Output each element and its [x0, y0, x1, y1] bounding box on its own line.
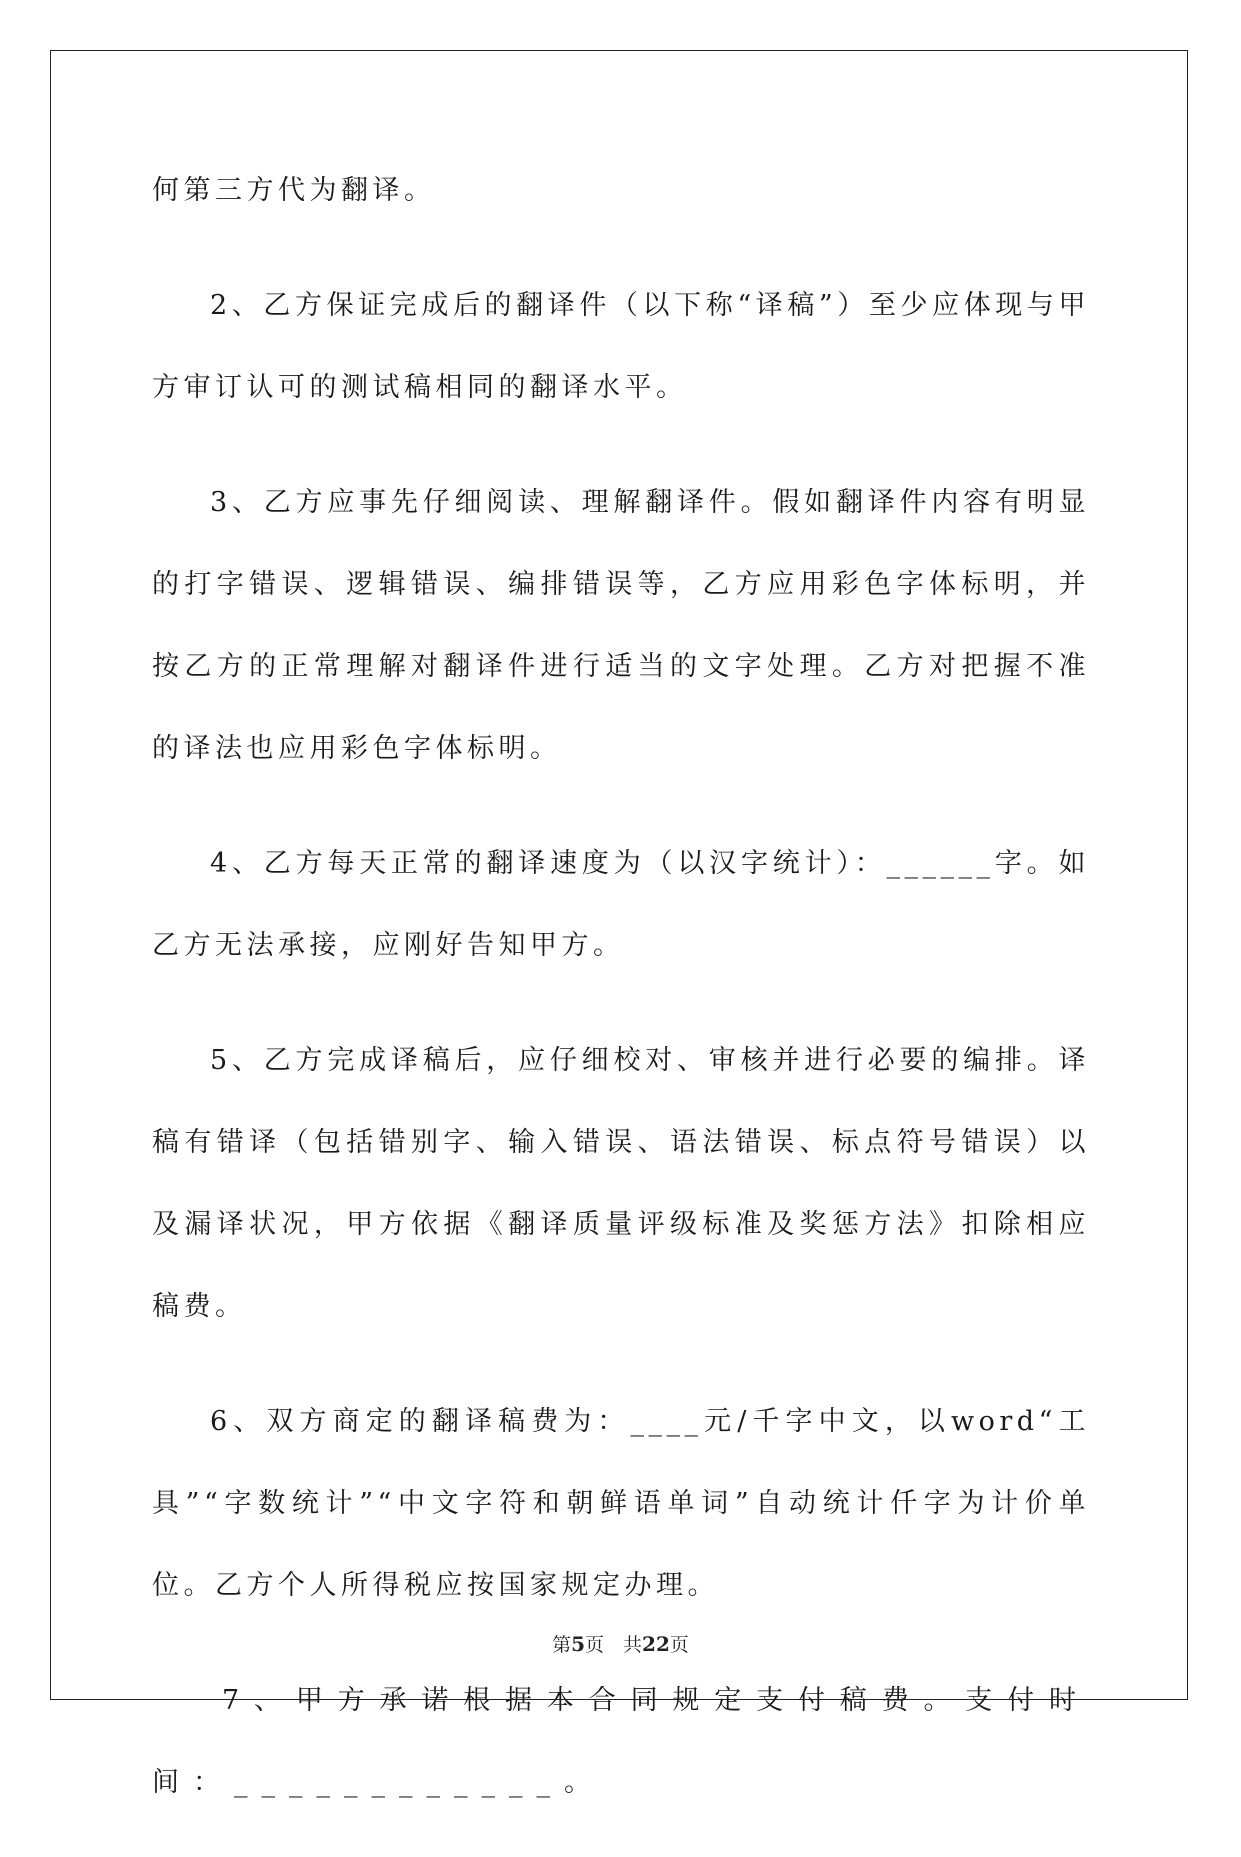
clause-3-paragraph: 3、乙方应事先仔细阅读、理解翻译件。假如翻译件内容有明显的打字错误、逻辑错误、编排错误等，乙方应用彩色字体标明，并按乙方的正常理解对翻译件进行适当的文字处理。乙方对把握不准的译法也应用彩色字体标明。	[152, 487, 1090, 764]
footer-total-pages: 22	[642, 1632, 670, 1656]
paragraph-continuation: 何第三方代为翻译。	[152, 175, 436, 206]
footer-page-mid: 页 共	[585, 1634, 643, 1656]
footer-page-suffix: 页	[669, 1634, 689, 1656]
clause-5-paragraph: 5、乙方完成译稿后，应仔细校对、审核并进行必要的编排。译稿有错译（包括错别字、输入错误、语法错误、标点符号错误）以及漏译状况，甲方依据《翻译质量评级标准及奖惩方法》扣除相应稿费。	[152, 1045, 1090, 1322]
clause-4-paragraph: 4、乙方每天正常的翻译速度为（以汉字统计）：______字。如乙方无法承接，应刚好告知甲方。	[152, 848, 1090, 961]
footer-page-prefix: 第	[552, 1634, 572, 1656]
clause-2-paragraph: 2、乙方保证完成后的翻译件（以下称“译稿”）至少应体现与甲方审订认可的测试稿相同的翻译水平。	[152, 290, 1090, 403]
document-body	[152, 150, 1090, 1857]
clause-6-paragraph: 6、双方商定的翻译稿费为：____元/千字中文，以word“工具”“字数统计”“中文字符和朝鲜语单词”自动统计仟字为计价单位。乙方个人所得税应按国家规定办理。	[152, 1406, 1090, 1601]
page-footer	[0, 1630, 1241, 1657]
footer-current-page: 5	[571, 1632, 586, 1656]
clause-7-paragraph: 7、甲方承诺根据本合同规定支付稿费。支付时间：____________。	[152, 1685, 1090, 1798]
